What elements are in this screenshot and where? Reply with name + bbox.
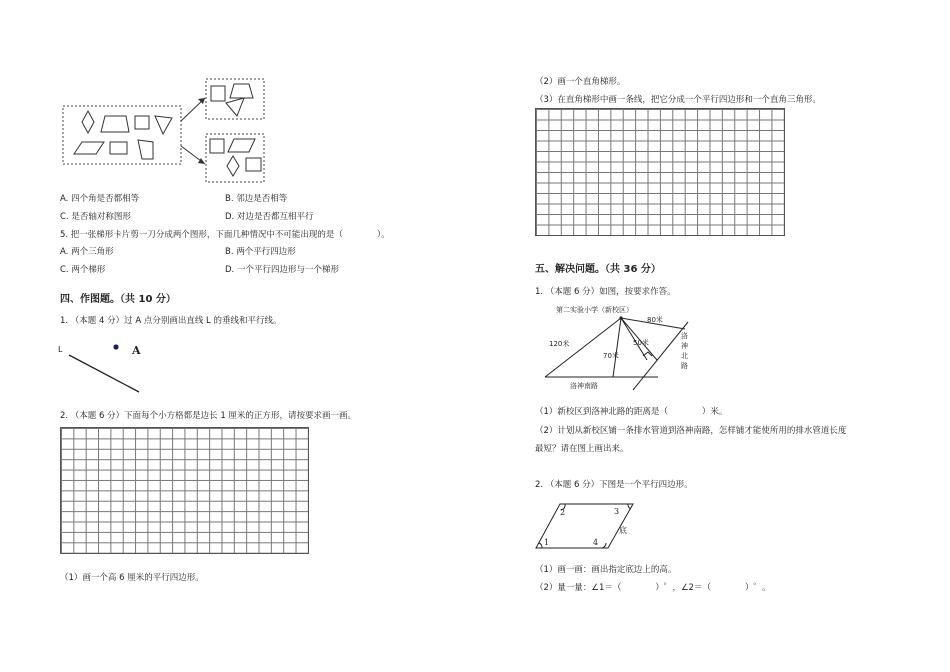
option-b: B. 邻边是否相等 (225, 194, 288, 204)
angle-1-label: 1 (544, 538, 550, 547)
base-label: 底 (619, 526, 627, 535)
school-label: 第二实验小学（新校区） (556, 306, 633, 314)
option-c: C. 两个梯形 (60, 265, 106, 275)
school-map-figure (540, 300, 700, 392)
angle-2-label: 2 (560, 508, 566, 517)
option-d: D. 对边是否都互相平行 (225, 212, 314, 222)
road-north-label: 神 (681, 342, 688, 350)
line-point-figure (55, 338, 165, 398)
drawing-grid-right[interactable] (535, 108, 785, 236)
road-north-label: 洛 (681, 332, 688, 340)
road-south-label: 洛神南路 (570, 382, 598, 390)
question-5-2-part-1: （1）画一画：画出指定底边上的高。 (535, 565, 677, 575)
section-5-title: 五、解决问题。（共 36 分） (535, 264, 661, 275)
shape-sorting-diagram (60, 76, 275, 186)
option-a: A. 两个三角形 (60, 247, 114, 257)
option-d: D. 一个平行四边形与一个梯形 (225, 265, 339, 275)
distance-80: 80米 (647, 316, 663, 324)
question-5-2-part-2: （2）量一量：∠1＝（ ）゜，∠2＝（ ）゜。 (535, 583, 771, 593)
question-4-2-part-1: （1）画一个高 6 厘米的平行四边形。 (60, 573, 204, 583)
distance-70: 70米 (603, 352, 619, 360)
question-5-1-part-2b: 最短？请在图上画出来。 (535, 444, 629, 454)
section-4-title: 四、作图题。（共 10 分） (60, 294, 176, 305)
point-a (113, 344, 118, 349)
question-5-1: 1. （本题 6 分）如图，按要求作答。 (535, 287, 676, 297)
distance-50: 50米 (633, 339, 649, 347)
distance-120: 120米 (549, 340, 570, 348)
option-a: A. 四个角是否都相等 (60, 194, 140, 204)
point-label: A (132, 344, 141, 357)
question-4-2: 2. （本题 6 分）下面每个小方格都是边长 1 厘米的正方形，请按要求画一画。 (60, 411, 356, 421)
drawing-grid-left[interactable] (60, 427, 309, 554)
question-5-1-part-1: （1）新校区到洛神北路的距离是（ ）米。 (535, 407, 728, 417)
question-5: 5. 把一张梯形卡片剪一刀分成两个图形，下面几种情况中不可能出现的是（ ）。 (60, 230, 390, 240)
angle-4-label: 4 (593, 538, 599, 547)
road-north-label: 北 (681, 352, 688, 360)
road-north-label: 路 (681, 362, 688, 370)
parallelogram-figure (530, 498, 640, 554)
question-4-1: 1. （本题 4 分）过 A 点分别画出直线 L 的垂线和平行线。 (60, 316, 282, 326)
question-5-1-part-2a: （2）计划从新校区铺一条排水管道到洛神南路，怎样铺才能使所用的排水管道长度 (535, 426, 847, 436)
question-5-2: 2. （本题 6 分）下图是一个平行四边形。 (535, 480, 693, 490)
question-4-2-part-2: （2）画一个直角梯形。 (535, 77, 626, 87)
line-label: L (58, 345, 63, 354)
question-4-2-part-3: （3）在直角梯形中画一条线，把它分成一个平行四边形和一个直角三角形。 (535, 95, 821, 105)
angle-3-label: 3 (614, 507, 620, 516)
option-c: C. 是否轴对称图形 (60, 212, 131, 222)
option-b: B. 两个平行四边形 (225, 247, 296, 257)
